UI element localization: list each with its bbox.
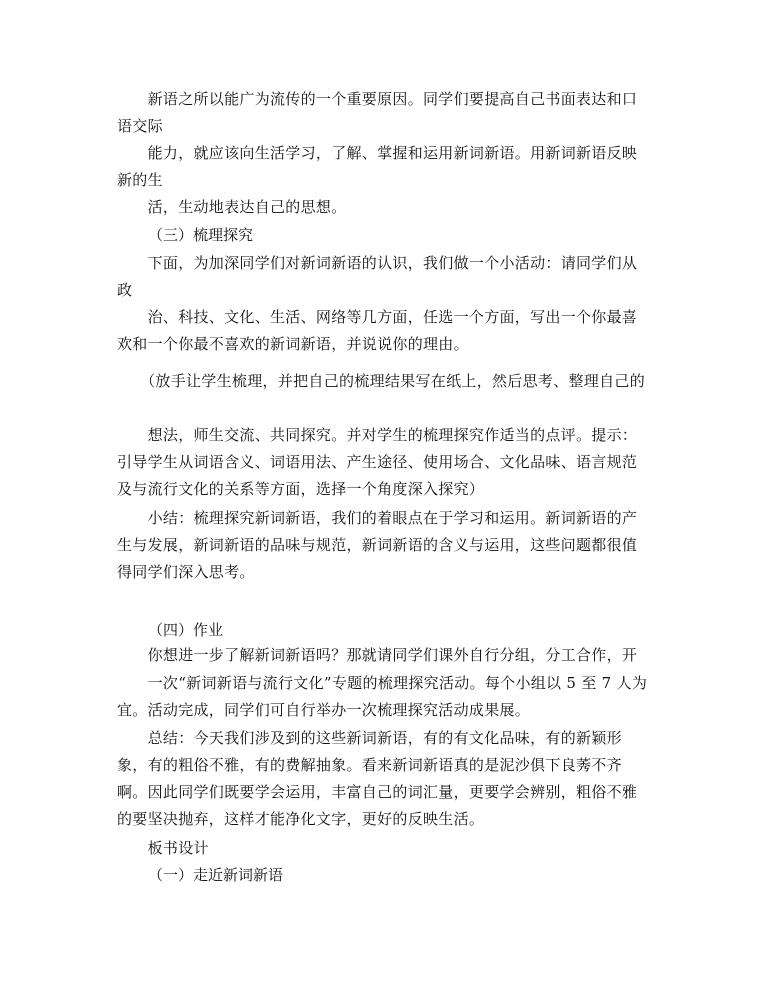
paragraph-8: 小结：梳理探究新词新语，我们的着眼点在于学习和运用。新词新语的产生与发展，新词新语的品味与规范，新词新语的含义与运用，这些问题都很值得同学们深入思考。 xyxy=(117,509,638,581)
paragraph-12: 板书设计 xyxy=(117,839,209,857)
paragraph-1: 新语之所以能广为流传的一个重要原因。同学们要提高自己书面表达和口语交际 xyxy=(117,90,638,135)
paragraph-11: 总结：今天我们涉及到的这些新词新语，有的有文化品味，有的新颖形象，有的粗俗不雅，有的费解抽象。看来新词新语真的是泥沙俱下良莠不齐啊。因此同学们既要学会运用，丰富自己的词汇量，更要学会辨别，粗俗不雅的要坚决抛弃，这样才能净化文字，更好的反映生活。 xyxy=(117,729,638,828)
paragraph-4: 下面，为加深同学们对新词新语的认识，我们做一个小活动：请同学们从政 xyxy=(117,254,638,299)
paragraph-7: 想法，师生交流、共同探究。并对学生的梳理探究作适当的点评。提示：引导学生从词语含义、词语用法、产生途径、使用场合、文化品味、语言规范及与流行文化的关系等方面，选择一个角度深入探究） xyxy=(117,426,638,498)
paragraph-10: 一次“新词新语与流行文化”专题的梳理探究活动。每个小组以 5 至 7 人为宜。活动完成，同学们可自行举办一次梳理探究活动成果展。 xyxy=(117,674,648,719)
paragraph-2: 能力，就应该向生活学习，了解、掌握和运用新词新语。用新词新语反映新的生 xyxy=(117,144,638,189)
paragraph-3: 活，生动地表达自己的思想。 xyxy=(117,198,347,216)
section-heading-4: （四）作业 xyxy=(148,621,224,639)
section-heading-3: （三）梳理探究 xyxy=(148,226,254,244)
paragraph-5: 治、科技、文化、生活、网络等几方面，任选一个方面，写出一个你最喜欢和一个你最不喜欢的新词新语，并说说你的理由。 xyxy=(117,308,638,353)
paragraph-9: 你想进一步了解新词新语吗？那就请同学们课外自行分组，分工合作，开 xyxy=(117,646,638,664)
paragraph-6: （放手让学生梳理，并把自己的梳理结果写在纸上，然后思考、整理自己的 xyxy=(117,372,646,390)
section-heading-1: （一）走近新词新语 xyxy=(148,866,284,884)
